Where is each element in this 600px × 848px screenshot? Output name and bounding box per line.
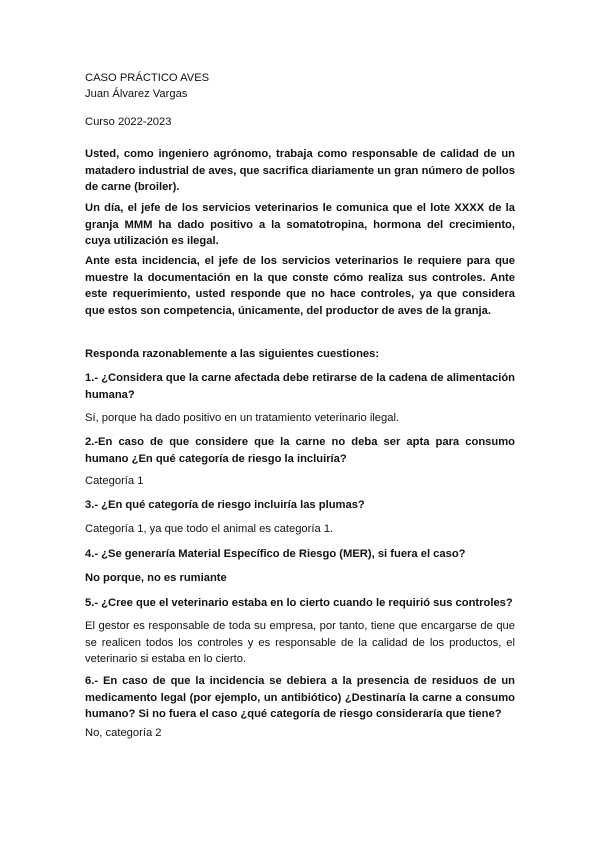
author-name: Juan Álvarez Vargas: [85, 88, 188, 100]
answer-1: Sí, porque ha dado positivo en un tratamiento veterinario ilegal.: [85, 412, 400, 424]
question-2: 2.-En caso de que considere que la carne no deba ser apta para consumo humano ¿En qué categoría de riesgo la incluiría?: [85, 436, 515, 465]
case-paragraph-1: Usted, como ingeniero agrónomo, trabaja como responsable de calidad de un matadero industrial de aves, que sacrifica diariamente un gran número de pollos de carne (broiler).: [85, 148, 515, 193]
answer-6: No, categoría 2: [85, 727, 162, 739]
instructions-heading: Responda razonablemente a las siguientes cuestiones:: [85, 348, 380, 360]
case-paragraph-3: Ante esta incidencia, el jefe de los servicios veterinarios le requiere para que muestre la documentación en la que conste cómo realiza sus controles. Ante este requerimiento, usted responde que no hace controles, ya que considera que estos son competencia, únicamente, del productor de aves de la granja.: [85, 255, 515, 317]
answer-3: Categoría 1, ya que todo el animal es categoría 1.: [85, 523, 334, 535]
question-4: 4.- ¿Se generaría Material Específico de Riesgo (MER), si fuera el caso?: [85, 548, 466, 560]
question-1: 1.- ¿Considera que la carne afectada debe retirarse de la cadena de alimentación humana?: [85, 372, 515, 401]
question-6: 6.- En caso de que la incidencia se debiera a la presencia de residuos de un medicamento legal (por ejemplo, un antibiótico) ¿Destinaría la carne a consumo humano? Si no fuera el caso ¿qué categoría de riesgo consideraría que tiene?: [85, 675, 515, 720]
question-3: 3.- ¿En qué categoría de riesgo incluiría las plumas?: [85, 499, 365, 511]
course-year: Curso 2022-2023: [85, 116, 172, 128]
answer-5: El gestor es responsable de toda su empresa, por tanto, tiene que encargarse de que se realicen todos los controles y es responsable de la calidad de los productos, el veterinario si estaba en lo cierto.: [85, 620, 515, 665]
answer-2: Categoría 1: [85, 475, 144, 487]
question-5: 5.- ¿Cree que el veterinario estaba en lo cierto cuando le requirió sus controles?: [85, 597, 513, 609]
case-paragraph-2: Un día, el jefe de los servicios veterinarios le comunica que el lote XXXX de la granja MMM ha dado positivo a la somatotropina, hormona del crecimiento, cuya utilización es ilegal.: [85, 202, 515, 247]
document-title: CASO PRÁCTICO AVES: [85, 72, 210, 84]
answer-4: No porque, no es rumiante: [85, 572, 227, 584]
